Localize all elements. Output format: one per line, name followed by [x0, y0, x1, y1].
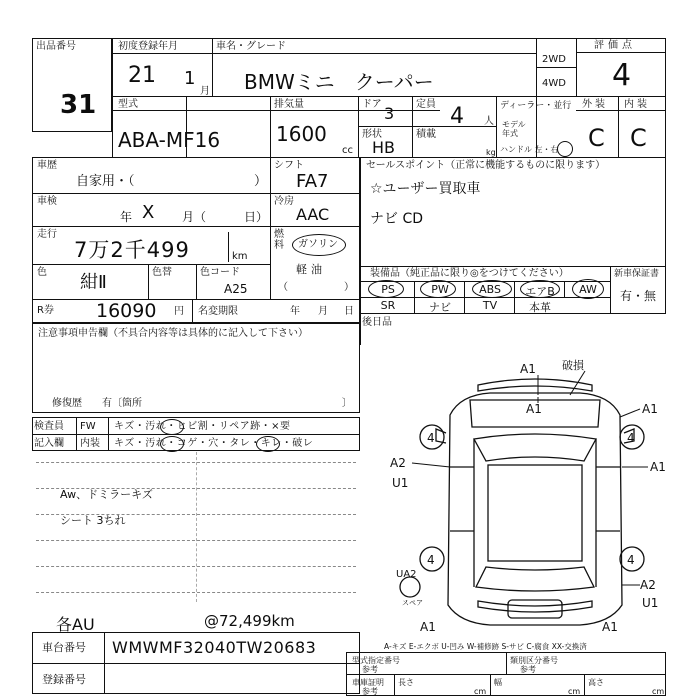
garage-label: 車庫証明 — [352, 678, 384, 687]
fuel-paren-open: （ — [278, 282, 288, 293]
color-code-label: 色コード — [200, 267, 240, 278]
after-label: 後日品 — [362, 317, 392, 328]
displacement-unit: cc — [342, 145, 353, 156]
car-name: BMWミニ クーパー — [244, 70, 434, 94]
equip-ps: PS — [381, 283, 395, 296]
mileage-label: 走行 — [37, 229, 57, 240]
ac-label: 冷房 — [274, 196, 294, 207]
equip-tv: TV — [482, 299, 498, 312]
doors-value: 3 — [384, 104, 395, 123]
manual-label: 新車保証書 — [614, 269, 660, 279]
inspector-label: 検査員 — [34, 421, 64, 432]
fuel-paren-close: ） — [344, 282, 354, 293]
repair-close: 〕 — [342, 398, 352, 409]
capacity-label: 定員 — [416, 99, 436, 110]
tire-fr: 4 — [627, 431, 635, 445]
tire-rl: 4 — [427, 553, 435, 567]
inspection-year: 年 — [120, 210, 133, 224]
equip-abs: ABS — [479, 283, 501, 296]
inspector-fw-items: キズ・汚れ・ヒビ割・リペア跡・×要 — [114, 421, 291, 432]
vin-label: 車台番号 — [42, 641, 86, 654]
recycle-value: 16090 — [96, 300, 157, 322]
height-label: 高さ — [588, 678, 604, 687]
lot-number: 31 — [60, 90, 97, 120]
mileage-value: 7万2千499 — [74, 238, 190, 262]
recycle-unit: 円 — [174, 306, 184, 317]
color-value: 紺Ⅱ — [80, 272, 107, 293]
equipment-label: 装備品（純正品に限り◎をつけてください） — [370, 268, 569, 279]
mark-spare: スペア — [402, 599, 423, 607]
car-diagram — [370, 355, 670, 637]
equip-leather: 本革 — [529, 301, 551, 314]
mark-ua2: UA2 — [396, 569, 417, 580]
inspector-interior: 内装 — [80, 438, 100, 449]
first-reg-year: 21 — [128, 63, 156, 88]
tire-fl: 4 — [427, 431, 435, 445]
class-ref: 参考 — [520, 665, 536, 674]
tare-circle — [256, 436, 280, 452]
interior-dirt-circle — [160, 436, 184, 452]
history-close: ） — [254, 174, 268, 189]
equip-aw: AW — [579, 283, 597, 296]
equip-abs-circle — [472, 280, 512, 298]
fuel-label: 燃料 — [274, 229, 284, 251]
displacement-value: 1600 — [276, 122, 327, 146]
shape-label: 形状 — [362, 129, 382, 140]
history-label: 車歴 — [37, 160, 57, 171]
sales-point-label: セールスポイント（正常に機能するものに限ります） — [366, 160, 606, 171]
bottom-note-right: @72,499km — [204, 612, 295, 630]
score-value: 4 — [612, 58, 632, 93]
mark-u1-left: U1 — [392, 476, 409, 490]
exterior-value: C — [588, 124, 605, 152]
handle-circle — [557, 141, 573, 157]
garage-ref: 参考 — [362, 687, 378, 696]
equip-airbag: エアB — [525, 285, 555, 298]
equip-aw-circle — [572, 279, 604, 299]
vin-value: WMWMF32040TW20683 — [112, 638, 317, 657]
mileage-unit: km — [232, 251, 248, 262]
color-code: A25 — [224, 282, 248, 296]
notes-label: 注意事項申告欄（不具合内容等は具体的に記入して下さい） — [38, 328, 308, 339]
equip-sr: SR — [380, 299, 396, 312]
shift-label: シフト — [274, 160, 304, 171]
mark-a1-top: A1 — [520, 362, 536, 376]
model-year-label: モデル年式 — [502, 120, 526, 138]
type-label: 型式指定番号 — [352, 656, 400, 665]
fuel-diesel: 軽油 — [296, 263, 326, 276]
inspector-row2-label: 記入欄 — [34, 438, 64, 449]
drive-2wd: 2WD — [542, 54, 566, 65]
shape-value: HB — [372, 138, 396, 157]
reg-no-label: 登録番号 — [42, 673, 86, 686]
model-label: 型式 — [118, 99, 138, 110]
inspection-day: 日） — [244, 210, 269, 224]
car-name-label: 車名・グレード — [216, 41, 286, 52]
color-label: 色 — [37, 267, 47, 278]
deadline-label: 名変期限 — [198, 306, 238, 317]
shift-value: FA7 — [296, 171, 329, 192]
dirt-circle — [160, 419, 184, 435]
first-reg-month: 1 — [184, 68, 196, 89]
manual-value: 有・無 — [620, 289, 657, 303]
drive-4wd: 4WD — [542, 78, 566, 89]
exterior-label: 外装 — [582, 99, 608, 110]
damage-legend: A-キズ E-エクボ U-凹み W-補修跡 S-サビ C-腐食 XX-交換済 — [384, 642, 587, 651]
bottom-note-left: 各AU — [56, 615, 95, 634]
mark-damage: 破損 — [562, 359, 584, 372]
class-label: 類別区分番号 — [510, 656, 558, 665]
equip-pw: PW — [431, 283, 449, 296]
load-unit: kg — [486, 148, 496, 157]
load-label: 積載 — [416, 129, 436, 140]
tire-rr: 4 — [627, 553, 635, 567]
mark-u1-right: U1 — [642, 596, 659, 610]
score-label: 評価点 — [594, 40, 636, 51]
width-label: 幅 — [494, 678, 502, 687]
sales-point-line1: ☆ユーザー買取車 — [370, 181, 481, 197]
mark-a1-right: A1 — [650, 460, 666, 474]
ac-value: AAC — [296, 205, 330, 224]
inspector-interior-items: キズ・汚れ・コゲ・穴・タレ・キレ・破レ — [114, 438, 314, 449]
mark-a2-left: A2 — [390, 456, 406, 470]
first-reg-label: 初度登録年月 — [118, 41, 178, 52]
inspector-note-2: シート 3ちれ — [60, 514, 126, 527]
handle-label: ハンドル 左・右 — [500, 145, 559, 154]
equip-ps-circle — [368, 280, 404, 298]
inspection-label: 車検 — [37, 196, 57, 207]
recycle-label: R券 — [37, 305, 54, 316]
width-cm: cm — [568, 687, 581, 696]
mark-a1-mid: A1 — [526, 402, 542, 416]
length-cm: cm — [474, 687, 487, 696]
deadline-year: 年 — [290, 306, 300, 317]
mark-a1-br: A1 — [602, 620, 618, 634]
displacement-label: 排気量 — [274, 99, 304, 110]
type-ref: 参考 — [362, 665, 378, 674]
deadline-month: 月 — [318, 306, 328, 317]
inspection-mark: X — [142, 202, 155, 223]
mark-a2-right: A2 — [640, 578, 656, 592]
inspection-month: 月（ — [182, 210, 207, 224]
interior-label: 内装 — [624, 99, 650, 110]
equip-airbag-circle — [520, 280, 560, 298]
first-reg-month-unit: 月 — [200, 86, 210, 97]
inspector-fw: FW — [80, 421, 96, 432]
equip-navi: ナビ — [429, 301, 451, 314]
inspector-note-1: Aw、ドミラーキズ — [60, 488, 153, 501]
sales-point-line2: ナビ CD — [370, 211, 424, 227]
lot-label: 出品番号 — [36, 41, 76, 52]
length-label: 長さ — [398, 678, 414, 687]
interior-value: C — [630, 124, 647, 152]
capacity-unit: 人 — [484, 116, 494, 127]
model-value: ABA-MF16 — [118, 128, 221, 152]
dealer-label: ディーラー・並行 — [500, 101, 572, 111]
equip-pw-circle — [420, 280, 456, 298]
history-value: 自家用・（ — [76, 174, 135, 189]
repair-label: 修復歴 有〔箇所 — [52, 398, 142, 409]
mark-a1-bl: A1 — [420, 620, 436, 634]
fuel-gasoline: ガソリン — [298, 239, 338, 250]
height-cm: cm — [652, 687, 665, 696]
mark-a1-right-top: A1 — [642, 402, 658, 416]
color-change-label: 色替 — [152, 267, 172, 278]
doors-label: ドア — [362, 99, 382, 110]
deadline-day: 日 — [344, 306, 354, 317]
capacity-value: 4 — [450, 104, 464, 129]
